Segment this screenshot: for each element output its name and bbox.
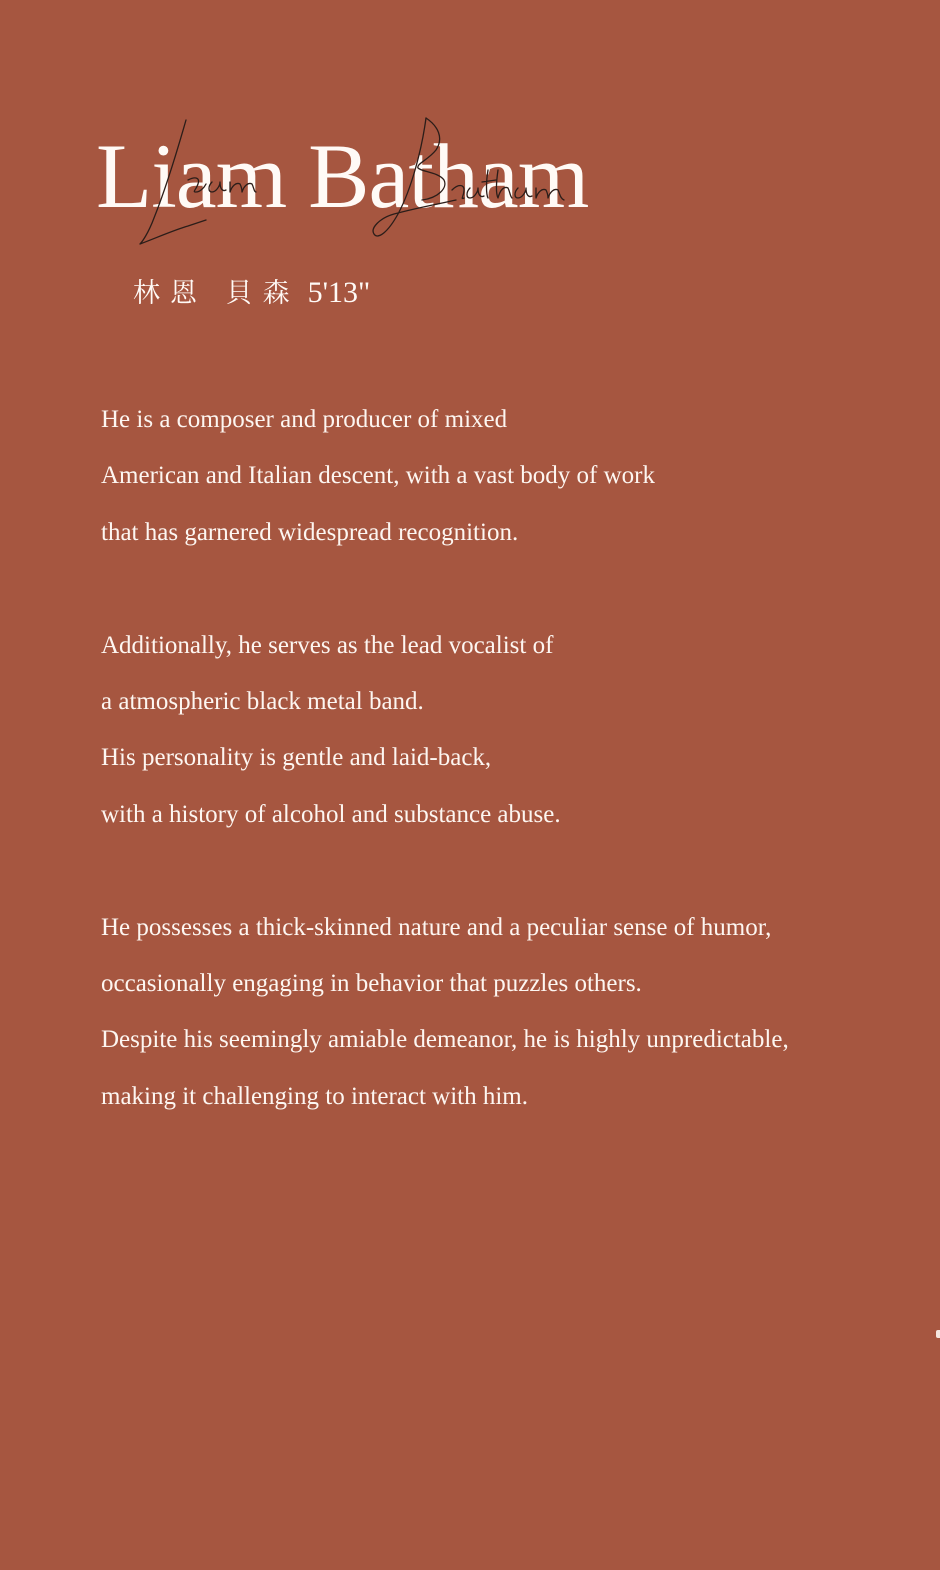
bio-paragraph-1 <box>101 392 921 561</box>
bio-paragraph-2 <box>101 618 921 844</box>
signature-icon <box>126 118 646 268</box>
bio-line: He is a composer and producer of mixed <box>101 406 508 433</box>
bio-line: a atmospheric black metal band. <box>101 688 424 716</box>
bio-line: occasionally engaging in behavior that puzzles others. <box>101 970 642 998</box>
bio-line: that has garnered widespread recognition. <box>101 518 519 546</box>
bio-line: American and Italian descent, with a vast body of work <box>101 462 655 490</box>
bio-line: making it challenging to interact with him. <box>101 1082 528 1110</box>
page-title: Liam Batham <box>96 125 589 227</box>
bio-line: Despite his seemingly amiable demeanor, he is highly unpredictable, <box>101 1026 789 1054</box>
subtitle-row <box>133 278 370 308</box>
bio-text <box>101 392 921 1125</box>
bio-line: with a history of alcohol and substance abuse. <box>101 800 561 828</box>
bio-line: He possesses a thick-skinned nature and a peculiar sense of humor, <box>101 913 772 941</box>
bio-paragraph-3 <box>101 900 921 1126</box>
height-label: 5'13" <box>307 276 371 309</box>
bio-line: Additionally, he serves as the lead vocalist of <box>101 631 554 659</box>
name-header <box>96 125 656 260</box>
chinese-name: 林恩 貝森 <box>133 278 300 309</box>
bio-line: His personality is gentle and laid-back, <box>101 744 492 772</box>
edge-mark <box>936 1330 940 1338</box>
